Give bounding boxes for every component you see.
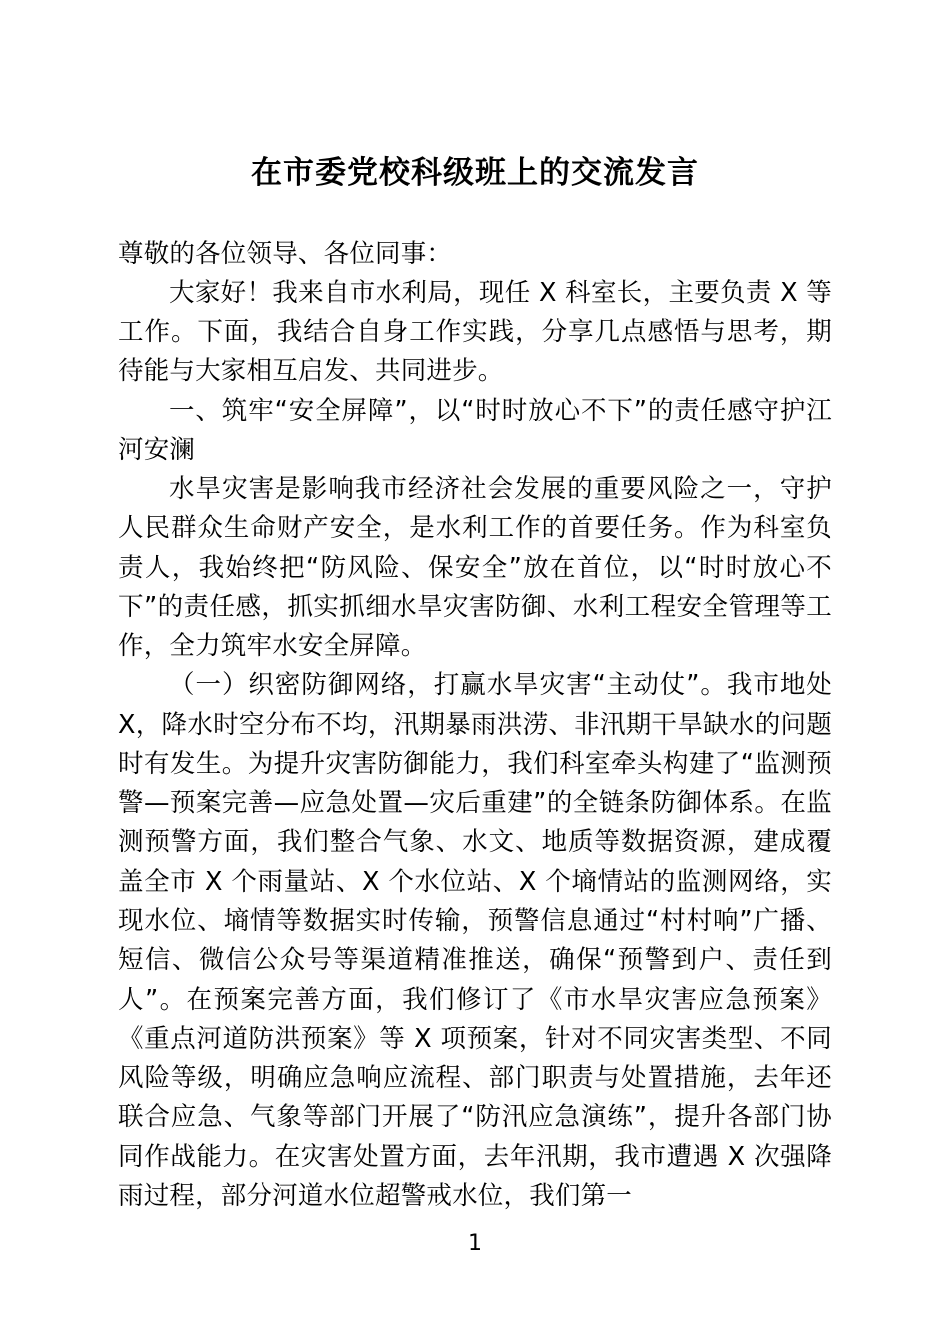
- paragraph-opening: 大家好！我来自市水利局，现任 X 科室长，主要负责 X 等工作。下面，我结合自身工作实践，分享几点感悟与思考，期待能与大家相互启发、共同进步。: [118, 277, 832, 387]
- paragraph-section-one-intro: 水旱灾害是影响我市经济社会发展的重要风险之一，守护人民群众生命财产安全，是水利工作的首要任务。作为科室负责人，我始终把“防风险、保安全”放在首位，以“时时放心不下”的责任感，抓实抓细水旱灾害防御、水利工程安全管理等工作，全力筑牢水安全屏障。: [118, 474, 832, 662]
- section-heading-one: 一、筑牢“安全屏障”，以“时时放心不下”的责任感守护江河安澜: [118, 395, 832, 465]
- page-title: 在市委党校科级班上的交流发言: [251, 155, 699, 191]
- page-number: 1: [468, 1231, 482, 1256]
- paragraph-salutation: 尊敬的各位领导、各位同事：: [118, 238, 453, 269]
- paragraph-subsection-one: （一）织密防御网络，打赢水旱灾害“主动仗”。我市地处 X，降水时空分布不均，汛期暴雨洪涝、非汛期干旱缺水的问题时有发生。为提升灾害防御能力，我们科室牵头构建了“监测预警—预案完善—应急处置—灾后重建”的全链条防御体系。在监测预警方面，我们整合气象、水文、地质等数据资源，建成覆盖全市 X 个雨量站、X 个水位站、X 个墒情站的监测网络，实现水位、墒情等数据实时传输，预警信息通过“村村响”广播、短信、微信公众号等渠道精准推送，确保“预警到户、责任到人”。在预案完善方面，我们修订了《市水旱灾害应急预案》《重点河道防洪预案》等 X 项预案，针对不同灾害类型、不同风险等级，明确应急响应流程、部门职责与处置措施，去年还联合应急、气象等部门开展了“防汛应急演练”，提升各部门协同作战能力。在灾害处置方面，去年汛期，我市遭遇 X 次强降雨过程，部分河道水位超警戒水位，我们第一: [118, 670, 832, 1211]
